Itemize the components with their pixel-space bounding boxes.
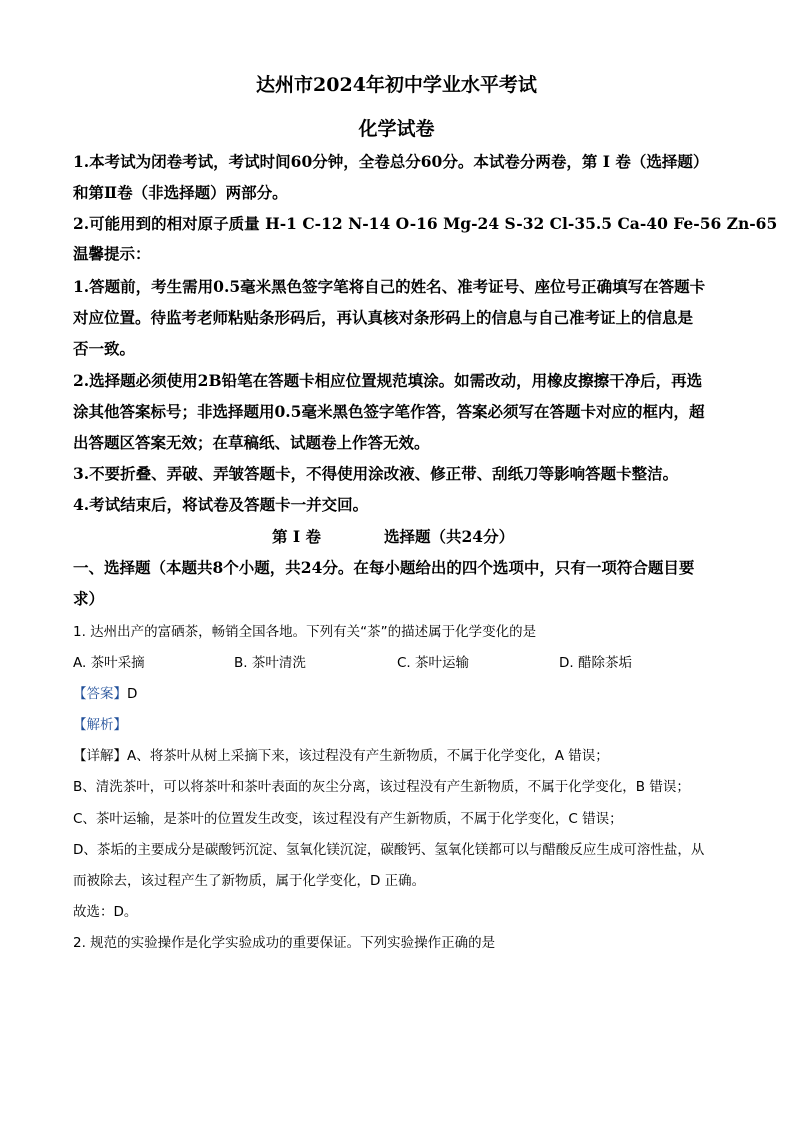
- detail-text-a: A、将茶叶从树上采摘下来，该过程没有产生新物质，不属于化学变化，A 错误；: [127, 748, 609, 764]
- tip-1-line-a: 1.答题前，考生需用0.5毫米黑色签字笔将自己的姓名、准考证号、座位号正确填写在答题卡: [73, 277, 706, 296]
- tip-2-line-b: 涂其他答案标号；非选择题用0.5毫米黑色签字笔作答，答案必须写在答题卡对应的框内，超: [73, 402, 705, 421]
- exam-title: 达州市2024年初中学业水平考试: [256, 74, 537, 96]
- answer-label: 【答案】: [73, 686, 127, 702]
- volume-title: 选择题（共24分）: [384, 527, 515, 546]
- detail-row-d1: D、茶垢的主要成分是碳酸钙沉淀、氢氧化镁沉淀，碳酸钙、氢氧化镁都可以与醋酸反应生成可溶性盐，从: [73, 842, 705, 858]
- tip-3-line: 3.不要折叠、弄破、弄皱答题卡，不得使用涂改液、修正带、刮纸刀等影响答题卡整洁。: [73, 464, 679, 483]
- detail-row-c: C、茶叶运输，是茶叶的位置发生改变，该过程没有产生新物质，不属于化学变化，C 错误；: [73, 811, 623, 827]
- volume-label: 第 I 卷: [272, 527, 322, 546]
- question-1-option-b: B. 茶叶清洗: [234, 655, 306, 671]
- instruction-line-1: 1.本考试为闭卷考试，考试时间60分钟，全卷总分60分。本试卷分两卷，第 I 卷（选择题）: [73, 152, 709, 171]
- detail-row-d2: 而被除去，该过程产生了新物质，属于化学变化，D 正确。: [73, 873, 426, 889]
- detail-row-b: B、清洗茶叶，可以将茶叶和茶叶表面的灰尘分离，该过程没有产生新物质，不属于化学变化，B 错误；: [73, 779, 690, 795]
- tip-4-line: 4.考试结束后，将试卷及答题卡一并交回。: [73, 495, 369, 514]
- question-1-stem: 1. 达州出产的富硒茶，畅销全国各地。下列有关“茶”的描述属于化学变化的是: [73, 624, 537, 640]
- exam-subtitle: 化学试卷: [358, 118, 435, 140]
- question-2-stem: 2. 规范的实验操作是化学实验成功的重要保证。下列实验操作正确的是: [73, 935, 496, 951]
- instruction-line-2: 和第Ⅱ卷（非选择题）两部分。: [73, 183, 288, 202]
- tip-2-line-c: 出答题区答案无效；在草稿纸、试题卷上作答无效。: [73, 433, 430, 452]
- analysis-row: [73, 713, 127, 733]
- question-1-option-c: C. 茶叶运输: [397, 655, 470, 671]
- question-1-option-a: A. 茶叶采摘: [73, 655, 145, 671]
- conclusion-line: 故选：D。: [73, 904, 138, 920]
- tip-1-line-b: 对应位置。待监考老师粘贴条形码后，再认真核对条形码上的信息与自己准考证上的信息是: [73, 308, 694, 327]
- tip-1-line-c: 否一致。: [73, 339, 136, 358]
- atomic-mass-line: 2.可能用到的相对原子质量 H-1 C-12 N-14 O-16 Mg-24 S-32 Cl-35.5 Ca-40 Fe-56 Zn-65: [73, 214, 778, 233]
- detail-row-a: [73, 744, 609, 764]
- tips-label: 温馨提示：: [73, 244, 151, 263]
- analysis-label: 【解析】: [73, 717, 127, 733]
- section-heading-line-a: 一、选择题（本题共8个小题，共24分。在每小题给出的四个选项中，只有一项符合题目要: [73, 558, 695, 577]
- detail-label: 【详解】: [73, 748, 127, 764]
- answer-value: D: [127, 686, 138, 702]
- tip-2-line-a: 2.选择题必须使用2B铅笔在答题卡相应位置规范填涂。如需改动，用橡皮擦擦干净后，再选: [73, 371, 703, 390]
- section-heading-line-b: 求）: [73, 589, 105, 608]
- answer-row: [73, 682, 137, 702]
- question-1-option-d: D. 醋除茶垢: [559, 655, 632, 671]
